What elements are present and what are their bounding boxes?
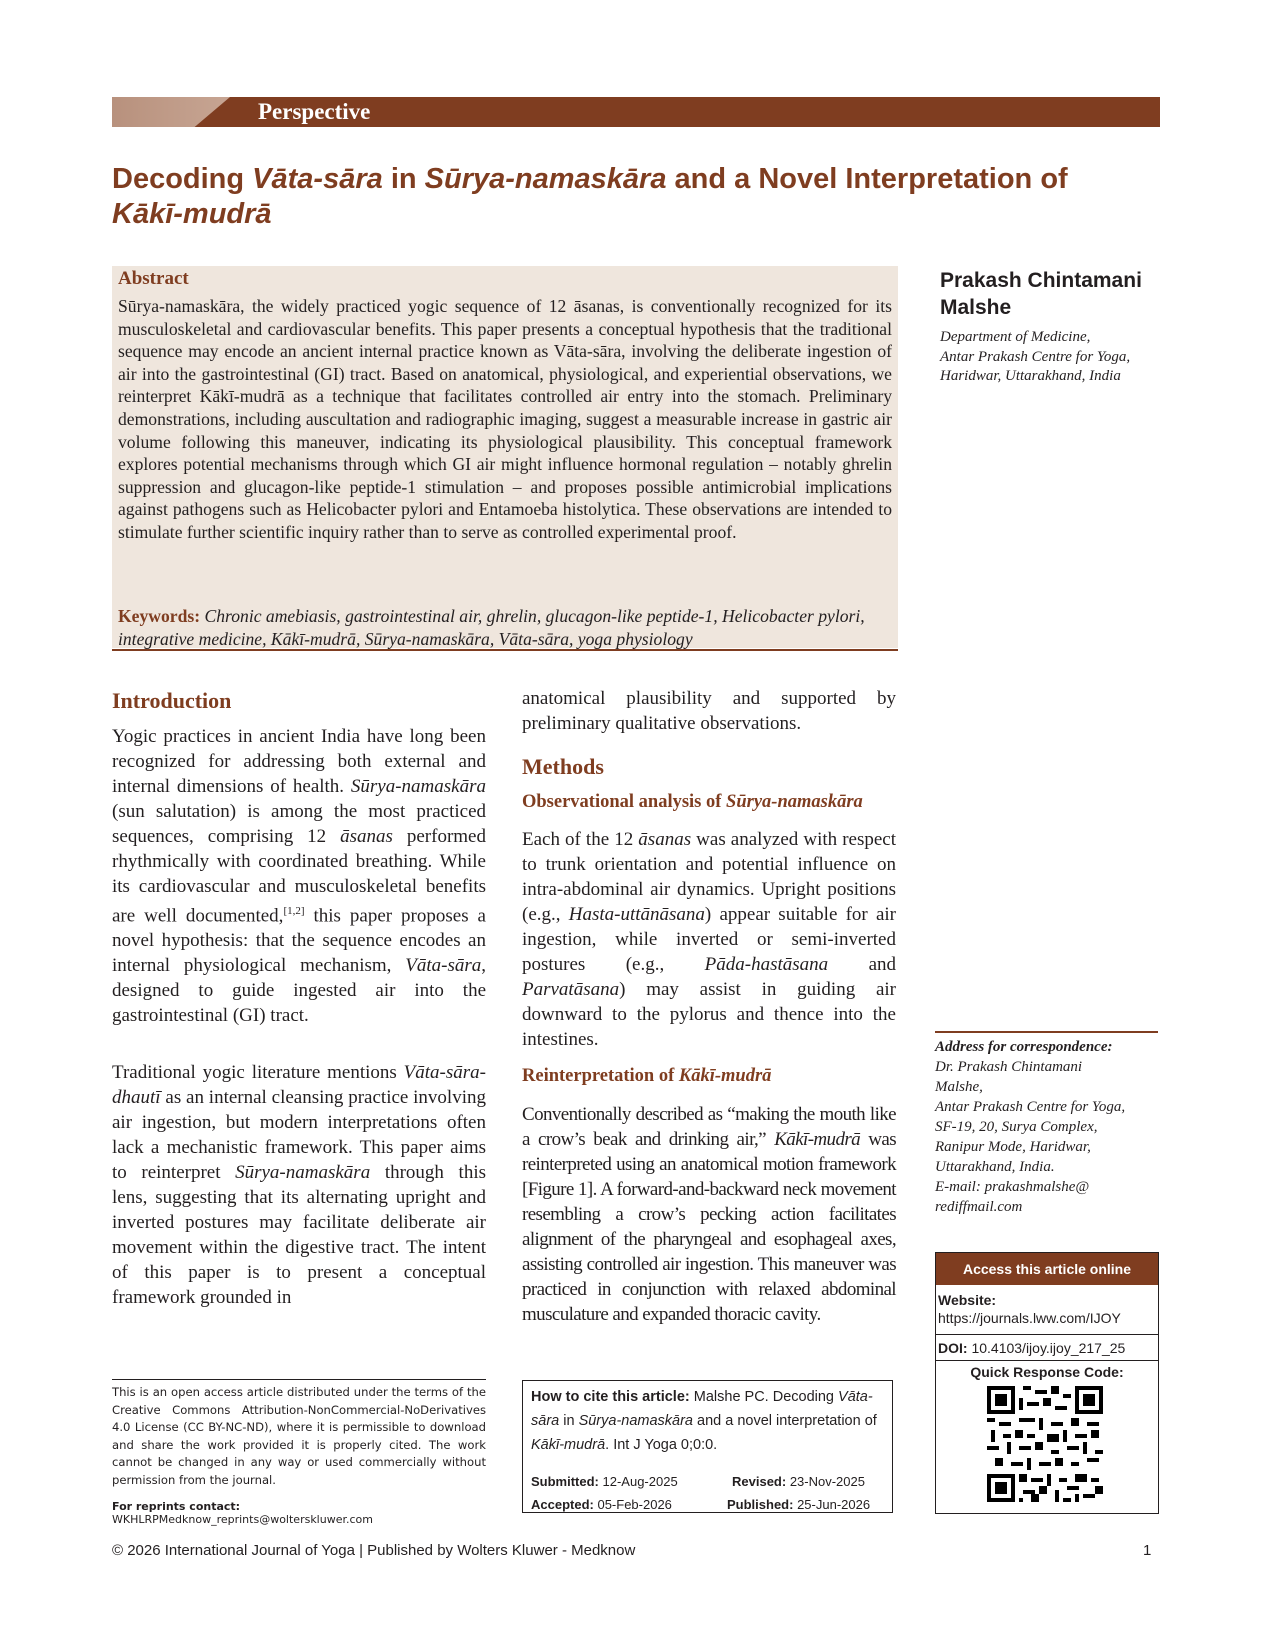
reprints-contact: For reprints contact: WKHLRPMedknow_reprints@wolterskluwer.com	[112, 1500, 373, 1526]
journal-footer: © 2026 International Journal of Yoga | Published by Wolters Kluwer - Medknow	[112, 1542, 636, 1559]
website-link[interactable]: Website: https://journals.lww.com/IJOY	[938, 1292, 1121, 1326]
introduction-paragraph: Traditional yogic literature mentions Vāta-sāra-dhautī as an internal cleansing practice involving air ingestion, but modern interpretations often lack a mechanistic framework. This paper aims to reinterpret Sūrya-namaskāra through this lens, suggesting that its alternating upright and inverted postures may facilitate deliberate air movement within the digestive tract. The intent of this paper is to present a conceptual framework grounded in	[112, 1062, 486, 1308]
introduction-paragraph: Yogic practices in ancient India have long been recognized for addressing both external and internal dimensions of health. Sūrya-namaskāra (sun salutation) is among the most practiced sequences, comprising 12 āsanas performed rhythmically with coordinated breathing. While its cardiovascular and musculoskeletal benefits are well documented,[1,2] this paper proposes a novel hypothesis: that the sequence encodes an internal physiological mechanism, Vāta-sāra, designed to guide ingested air into the gastrointestinal (GI) tract.	[112, 726, 486, 1027]
article-title: Decoding Vāta-sāra in Sūrya-namaskāra and a Novel Interpretation of Kākī-mudrā	[112, 163, 1068, 230]
qr-code[interactable]	[987, 1386, 1103, 1502]
correspondence-divider	[935, 1031, 1158, 1033]
revised-date: Revised: 23-Nov-2025	[732, 1474, 865, 1489]
citation-reference[interactable]: [1,2]	[283, 905, 305, 917]
page-number: 1	[1143, 1542, 1152, 1559]
keywords	[118, 605, 892, 650]
introduction-heading: Introduction	[112, 688, 232, 713]
doi-link[interactable]: DOI: 10.4103/ijoy.ijoy_217_25	[938, 1340, 1126, 1356]
author-affiliation: Department of Medicine, Antar Prakash Centre for Yoga, Haridwar, Uttarakhand, India	[940, 329, 1131, 384]
methods-heading: Methods	[522, 754, 604, 779]
author-name: Prakash Chintamani Malshe	[940, 269, 1142, 319]
methods-subheading: Observational analysis of Sūrya-namaskāra	[522, 792, 863, 812]
license-footnote: This is an open access article distributed under the terms of the Creative Commons Attribution-NonCommercial-NoDerivatives 4.0 License (CC BY-NC-ND), where it is permissible to download and share the work provided it is properly cited. The work cannot be changed in any way or used commercially without permission from the journal.	[112, 1385, 486, 1487]
correspondence-email[interactable]: E-mail: prakashmalshe@ rediffmail.com	[935, 1179, 1090, 1215]
accepted-date: Accepted: 05-Feb-2026	[531, 1497, 672, 1512]
correspondence-heading: Address for correspondence:	[935, 1039, 1113, 1055]
how-to-cite-text: How to cite this article: Malshe PC. Decoding Vāta-sāra in Sūrya-namaskāra and a novel interpretation of Kākī-mudrā. Int J Yoga 0;0:0.	[531, 1389, 877, 1453]
reprints-email[interactable]: WKHLRPMedknow_reprints@wolterskluwer.com	[112, 1513, 373, 1526]
access-online-heading: Access this article online	[936, 1253, 1158, 1285]
footnote-divider	[112, 1379, 486, 1380]
methods-paragraph: Conventionally described as “making the mouth like a crow’s beak and drinking air,” Kākī-mudrā was reinterpreted using an anatomical motion framework [Figure 1]. A forward-and-backward neck movement resembling a crow’s pecking action facilitates alignment of the pharyngeal and esophageal axes, assisting controlled air ingestion. This maneuver was practiced in conjunction with relaxed abdominal musculature and expanded thoracic cavity.	[522, 1104, 896, 1325]
article-type-label: Perspective	[258, 99, 371, 124]
submitted-date: Submitted: 12-Aug-2025	[531, 1474, 678, 1489]
published-date: Published: 25-Jun-2026	[727, 1497, 871, 1512]
methods-paragraph: Each of the 12 āsanas was analyzed with respect to trunk orientation and potential influence on intra-abdominal air dynamics. Upright positions (e.g., Hasta-uttānāsana) appear suitable for air ingestion, while inverted or semi-inverted postures (e.g., Pāda-hastāsana and Parvatāsana) may assist in guiding air downward to the pylorus and thence into the intestines.	[522, 829, 897, 1050]
abstract-heading: Abstract	[118, 268, 189, 289]
qr-code-label: Quick Response Code:	[970, 1364, 1124, 1380]
introduction-paragraph-continued: anatomical plausibility and supported by preliminary qualitative observations.	[522, 688, 896, 734]
abstract-text: Sūrya-namaskāra, the widely practiced yogic sequence of 12 āsanas, is conventionally recognized for its musculoskeletal and cardiovascular benefits. This paper presents a conceptual hypothesis that the traditional sequence may encode an ancient internal practice known as Vāta-sāra, involving the deliberate ingestion of air into the gastrointestinal (GI) tract. Based on anatomical, physiological, and experiential observations, we reinterpret Kākī-mudrā as a technique that facilitates controlled air entry into the stomach. Preliminary demonstrations, including auscultation and radiographic imaging, suggest a measurable increase in gastric air volume following this maneuver, indicating its physiological plausibility. This conceptual framework explores potential mechanisms through which GI air might influence hormonal regulation – notably ghrelin suppression and glucagon-like peptide-1 stimulation – and proposes possible antimicrobial implications against pathogens such as Helicobacter pylori and Entamoeba histolytica. These observations are intended to stimulate further scientific inquiry rather than to serve as controlled experimental proof.	[118, 296, 892, 542]
correspondence-address: Address for correspondence: Dr. Prakash Chintamani Malshe, Antar Prakash Centre for Yoga, SF-19, 20, Surya Complex, Ranipur Mode, Haridwar, Uttarakhand, India. E-mail: prakashmalshe@ rediffmail.com	[935, 1037, 1165, 1217]
methods-subheading: Reinterpretation of Kākī-mudrā	[522, 1066, 772, 1086]
access-divider	[936, 1360, 1158, 1361]
keywords-label: Keywords:	[118, 606, 201, 626]
access-divider	[936, 1334, 1158, 1335]
keywords-list: Chronic amebiasis, gastrointestinal air, ghrelin, glucagon-like peptide-1, Helicobacter pylori, integrative medicine, Kākī-mudrā, Sūrya-namaskāra, Vāta-sāra, yoga physiology	[118, 606, 865, 649]
